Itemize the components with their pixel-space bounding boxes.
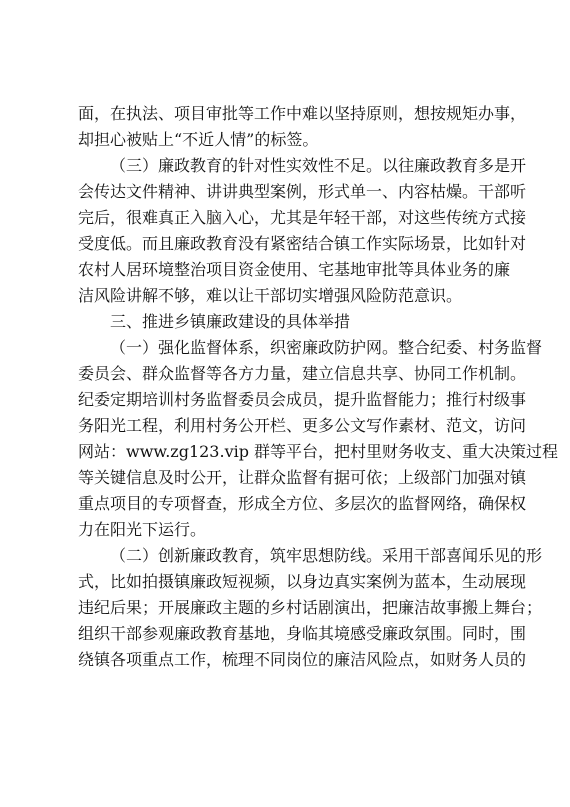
paragraph-3 (78, 335, 559, 543)
text-line: 绕镇各项重点工作，梳理不同岗位的廉洁风险点，如财务人员的 (78, 650, 527, 669)
text-line: 组织干部参观廉政教育基地，身临其境感受廉政氛围。同时，围 (78, 624, 527, 643)
paragraph-1 (78, 101, 527, 153)
text-line: 违纪后果；开展廉政主题的乡村话剧演出，把廉洁故事搬上舞台； (78, 598, 543, 617)
text-line: 力在阳光下运行。 (78, 520, 207, 539)
text-line: 洁风险讲解不够，难以让干部切实增强风险防范意识。 (78, 286, 463, 305)
text-line: 重点项目的专项督查，形成全方位、多层次的监督网络，确保权 (78, 494, 527, 513)
paragraph-4 (78, 543, 543, 673)
section-heading (78, 309, 490, 335)
text-line: 式，比如拍摄镇廉政短视频，以身边真实案例为蓝本，生动展现 (78, 572, 527, 591)
text-line: 等关键信息及时公开，让群众监督有据可依；上级部门加强对镇 (78, 468, 527, 487)
text-line: 纪委定期培训村务监督委员会成员，提升监督能力；推行村级事 (78, 390, 527, 409)
text-line: 完后，很难真正入脑入心，尤其是年轻干部，对这些传统方式接 (78, 208, 527, 227)
text-line: （一）强化监督体系，织密廉政防护网。整合纪委、村务监督 (110, 338, 543, 357)
text-line: （三）廉政教育的针对性实效性不足。以往廉政教育多是开 (110, 156, 527, 175)
text-line: 会传达文件精神、讲讲典型案例，形式单一、内容枯燥。干部听 (78, 182, 527, 201)
document-body (78, 101, 559, 673)
text-line: 却担心被贴上“不近人情”的标签。 (78, 130, 319, 149)
text-line: 三、推进乡镇廉政建设的具体举措 (110, 312, 351, 331)
text-line: 农村人居环境整治项目资金使用、宅基地审批等具体业务的廉 (78, 260, 511, 279)
text-line: 受度低。而且廉政教育没有紧密结合镇工作实际场景，比如针对 (78, 234, 527, 253)
text-line: 网站：www.zg123.vip 群等平台，把村里财务收支、重大决策过程 (78, 442, 559, 461)
text-line: 面，在执法、项目审批等工作中难以坚持原则，想按规矩办事， (78, 104, 527, 123)
text-line: 务阳光工程，利用村务公开栏、更多公文写作素材、范文，访问 (78, 416, 527, 435)
text-line: （二）创新廉政教育，筑牢思想防线。采用干部喜闻乐见的形 (110, 546, 543, 565)
paragraph-2 (78, 153, 527, 309)
text-line: 委员会、群众监督等各方力量，建立信息共享、协同工作机制。 (78, 364, 527, 383)
